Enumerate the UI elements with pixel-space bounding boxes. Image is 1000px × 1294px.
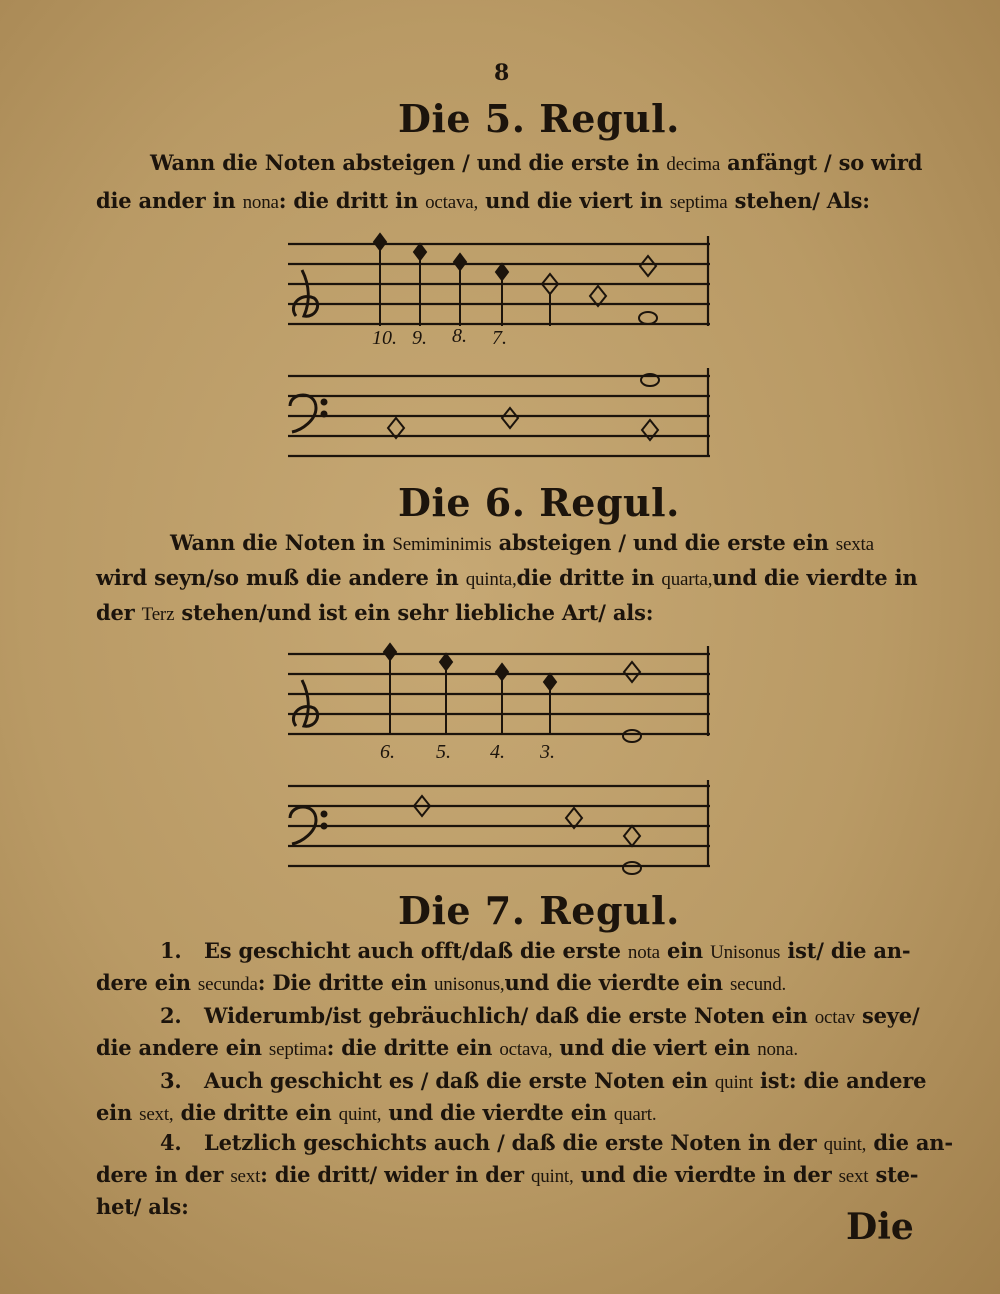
rule7-item1-line2 <box>96 970 786 996</box>
text-run: ein <box>96 1100 140 1125</box>
note-sequence <box>388 374 659 440</box>
text-run: stehen/ Als: <box>727 188 870 213</box>
rule5-interval-label: 9. <box>412 327 427 349</box>
rule5-interval-label: 8. <box>452 325 467 347</box>
latin-term: unisonus, <box>433 974 505 995</box>
text-run: dere ein <box>96 970 198 995</box>
rule5-treble-staff <box>280 226 720 350</box>
item-text <box>204 1068 926 1093</box>
text-run: die dritte in <box>516 565 662 590</box>
text-run: Wann die Noten in <box>170 530 393 555</box>
text-run: ein <box>659 938 711 963</box>
rule6-heading: Die 6. Regul. <box>398 480 680 525</box>
text-run: Es geschicht auch offt/daß die erste <box>204 938 628 963</box>
latin-term: sext <box>230 1166 261 1187</box>
latin-term: Unisonus <box>710 942 781 963</box>
item-number: 4. <box>160 1130 182 1155</box>
text-run: und die vierdte in <box>712 565 918 590</box>
latin-term: septima <box>268 1039 327 1060</box>
text-run: stehen/und ist ein sehr liebliche Art/ als: <box>174 600 654 625</box>
text-run: die an- <box>866 1130 953 1155</box>
text-run: die dritte ein <box>173 1100 339 1125</box>
rule5-interval-label: 7. <box>492 327 507 349</box>
text-run: der <box>96 600 142 625</box>
bass-clef <box>290 395 326 432</box>
text-run: Auch geschicht es / daß die erste Noten ein <box>204 1068 715 1093</box>
text-run: ste- <box>868 1162 919 1187</box>
latin-term: Semiminimis <box>392 534 492 555</box>
item-number: 1. <box>160 938 182 963</box>
latin-term: sexta <box>835 534 874 555</box>
rule5-heading: Die 5. Regul. <box>398 96 680 141</box>
rule5-interval-label: 10. <box>372 327 397 349</box>
treble-clef <box>293 270 317 316</box>
latin-term: quinta, <box>465 569 517 590</box>
text-run: absteigen / und die erste ein <box>491 530 836 555</box>
text-run: : Die dritte ein <box>257 970 434 995</box>
item-text <box>204 938 910 963</box>
rule7-item1-line1 <box>160 938 910 964</box>
latin-term: nota <box>627 942 660 963</box>
rule5-text-line2 <box>96 188 870 214</box>
latin-term: octava, <box>499 1039 553 1060</box>
text-run: ist/ die an- <box>780 938 911 963</box>
item-number: 2. <box>160 1003 182 1028</box>
latin-term: Terz <box>141 604 175 625</box>
latin-term: sext <box>838 1166 869 1187</box>
catchword: Die <box>846 1206 914 1248</box>
item-text <box>204 1003 919 1028</box>
note-sequence <box>414 796 641 874</box>
rule6-text-line1 <box>170 530 874 556</box>
rule5-bass-staff <box>280 362 720 462</box>
latin-term: sext, <box>139 1104 174 1125</box>
latin-term: nona <box>242 192 279 213</box>
text-run: Letzlich geschichts auch / daß die erste Noten in der <box>204 1130 824 1155</box>
text-run: die ander in <box>96 188 243 213</box>
note-sequence <box>374 234 657 326</box>
latin-term: decima <box>666 154 721 175</box>
text-run: seye/ <box>854 1003 920 1028</box>
text-run: wird seyn/so muß die andere in <box>96 565 466 590</box>
page-number: 8 <box>494 60 510 86</box>
text-run: dere in der <box>96 1162 231 1187</box>
rule7-item4-line2 <box>96 1162 918 1188</box>
rule7-item4-line3 <box>96 1194 189 1219</box>
rule7-item3-line2 <box>96 1100 656 1126</box>
rule7-item4-line1 <box>160 1130 953 1156</box>
text-run: het/ als: <box>96 1194 189 1219</box>
text-run: anfängt / so wird <box>720 150 923 175</box>
staff-lines <box>288 368 710 456</box>
latin-term: octava, <box>425 192 479 213</box>
text-run: Widerumb/ist gebräuchlich/ daß die erste Noten ein <box>204 1003 815 1028</box>
latin-term: quint, <box>530 1166 574 1187</box>
text-run: Wann die Noten absteigen / und die erste in <box>150 150 667 175</box>
treble-clef <box>293 680 317 726</box>
latin-term: octav <box>814 1007 855 1028</box>
latin-term: quint, <box>823 1134 867 1155</box>
rule6-text-line3 <box>96 600 653 626</box>
rule7-item2-line2 <box>96 1035 798 1061</box>
staff-lines <box>288 780 710 866</box>
latin-term: secund. <box>729 974 787 995</box>
latin-term: nona. <box>757 1039 798 1060</box>
text-run: und die viert ein <box>552 1035 758 1060</box>
rule6-text-line2 <box>96 565 917 591</box>
rule7-heading: Die 7. Regul. <box>398 888 680 933</box>
rule6-interval-label: 6. <box>380 741 395 763</box>
text-run: und die vierdte ein <box>381 1100 614 1125</box>
rule5-text-line1 <box>150 150 922 176</box>
text-run: ist: die andere <box>752 1068 927 1093</box>
latin-term: quint, <box>338 1104 382 1125</box>
rule6-interval-label: 4. <box>490 741 505 763</box>
latin-term: quarta, <box>661 569 713 590</box>
text-run: : die dritt in <box>278 188 426 213</box>
latin-term: quart. <box>613 1104 657 1125</box>
staff-lines <box>288 646 710 736</box>
text-run: die andere ein <box>96 1035 269 1060</box>
latin-term: septima <box>669 192 728 213</box>
rule6-interval-label: 5. <box>436 741 451 763</box>
rule7-item3-line1 <box>160 1068 926 1094</box>
rule6-bass-staff <box>280 776 720 880</box>
latin-term: secunda <box>197 974 258 995</box>
item-text <box>204 1130 953 1155</box>
text-run: : die dritte ein <box>326 1035 500 1060</box>
rule6-treble-staff <box>280 640 720 764</box>
latin-term: quint <box>714 1072 753 1093</box>
text-run: : die dritt/ wider in der <box>260 1162 531 1187</box>
text-run: und die vierdte in der <box>573 1162 839 1187</box>
item-number: 3. <box>160 1068 182 1093</box>
rule7-item2-line1 <box>160 1003 919 1029</box>
text-run: und die vierdte ein <box>504 970 730 995</box>
text-run: und die viert in <box>478 188 670 213</box>
rule6-interval-label: 3. <box>540 741 555 763</box>
